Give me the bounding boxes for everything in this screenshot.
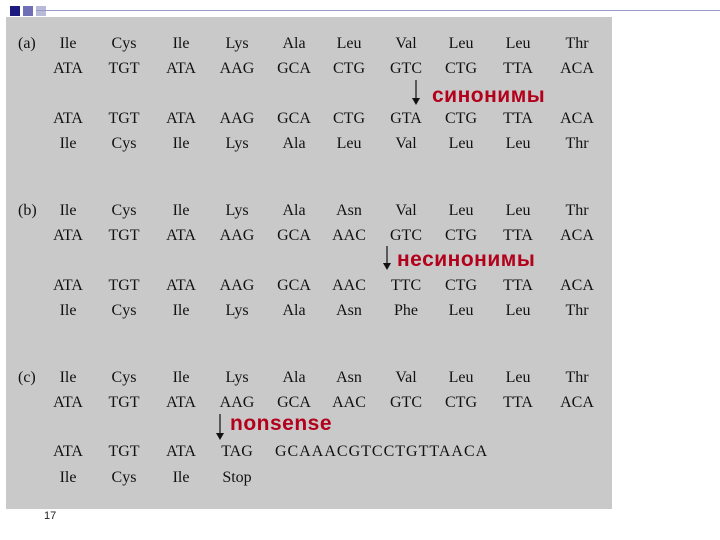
amino-acid: Ile	[59, 369, 77, 386]
codon: ACA	[560, 227, 594, 244]
amino-acid: Leu	[448, 35, 474, 52]
codon: GCA	[277, 277, 311, 294]
amino-acid: Ala	[282, 302, 306, 319]
codon: TTA	[503, 110, 533, 127]
amino-acid: Ile	[59, 135, 77, 152]
codon: TAG	[221, 443, 253, 460]
amino-acid: Ala	[282, 35, 306, 52]
amino-acid: Ala	[282, 202, 306, 219]
codon: ATA	[53, 443, 83, 460]
amino-acid: Ile	[172, 135, 190, 152]
codon: AAC	[332, 227, 366, 244]
amino-acid: Lys	[225, 369, 249, 386]
codon: TGT	[108, 110, 140, 127]
codon: CTG	[445, 60, 477, 77]
note-synonymous: синонимы	[432, 84, 546, 107]
codon: ACA	[560, 110, 594, 127]
codon-tail: GCAAACGTCCTGTTAACA	[275, 443, 489, 460]
codon: TGT	[108, 60, 140, 77]
amino-acid: Leu	[505, 202, 531, 219]
panel-label: (c)	[18, 369, 36, 386]
panel-label: (b)	[18, 202, 37, 219]
amino-acid: Asn	[336, 302, 362, 319]
amino-acid: Thr	[565, 302, 589, 319]
codon: TGT	[108, 443, 140, 460]
amino-acid: Ile	[59, 302, 77, 319]
codon: ATA	[166, 227, 196, 244]
codon: TTA	[503, 394, 533, 411]
amino-acid: Ile	[172, 35, 190, 52]
amino-acid: Val	[395, 35, 417, 52]
codon: ATA	[53, 277, 83, 294]
codon: TTA	[503, 227, 533, 244]
amino-acid: Thr	[565, 369, 589, 386]
amino-acid: Ile	[172, 469, 190, 486]
codon: ATA	[53, 60, 83, 77]
amino-acid: Cys	[111, 369, 137, 386]
amino-acid: Leu	[448, 202, 474, 219]
codon: GCA	[277, 60, 311, 77]
codon: ATA	[166, 60, 196, 77]
amino-acid: Cys	[111, 202, 137, 219]
amino-acid: Ile	[172, 302, 190, 319]
codon: AAG	[219, 227, 255, 244]
codon: TGT	[108, 277, 140, 294]
codon: ATA	[166, 110, 196, 127]
codon: CTG	[445, 277, 477, 294]
codon: AAC	[332, 394, 366, 411]
codon: AAC	[332, 277, 366, 294]
amino-acid: Val	[395, 202, 417, 219]
amino-acid: Cys	[111, 302, 137, 319]
codon: CTG	[445, 110, 477, 127]
codon: GCA	[277, 227, 311, 244]
amino-acid: Leu	[448, 302, 474, 319]
amino-acid: Leu	[505, 369, 531, 386]
amino-acid: Ile	[172, 369, 190, 386]
codon: CTG	[445, 227, 477, 244]
codon: ACA	[560, 394, 594, 411]
amino-acid: Phe	[394, 302, 418, 319]
amino-acid: Cys	[111, 469, 137, 486]
amino-acid: Lys	[225, 35, 249, 52]
codon: ATA	[166, 394, 196, 411]
amino-acid: Leu	[336, 135, 362, 152]
header-rule	[36, 10, 720, 11]
amino-acid: Cys	[111, 35, 137, 52]
amino-acid: Thr	[565, 135, 589, 152]
amino-acid: Thr	[565, 35, 589, 52]
corner-square-mid	[23, 6, 33, 16]
amino-acid: Ala	[282, 369, 306, 386]
corner-square-dark	[10, 6, 20, 16]
amino-acid: Leu	[505, 135, 531, 152]
codon: TGT	[108, 394, 140, 411]
codon: CTG	[445, 394, 477, 411]
codon: ACA	[560, 60, 594, 77]
amino-acid: Thr	[565, 202, 589, 219]
codon: ATA	[53, 227, 83, 244]
codon: GTC	[390, 394, 422, 411]
codon: ATA	[166, 443, 196, 460]
note-nonsynonymous: несинонимы	[397, 248, 536, 271]
amino-acid: Ile	[172, 202, 190, 219]
codon: ATA	[53, 110, 83, 127]
amino-acid: Leu	[336, 35, 362, 52]
amino-acid: Asn	[336, 369, 362, 386]
codon: ACA	[560, 277, 594, 294]
codon: GTC	[390, 60, 422, 77]
amino-acid: Ile	[59, 202, 77, 219]
page-number: 17	[44, 510, 57, 522]
codon: TTA	[503, 60, 533, 77]
codon: TGT	[108, 227, 140, 244]
amino-acid: Ile	[59, 35, 77, 52]
codon: AAG	[219, 277, 255, 294]
amino-acid: Leu	[448, 135, 474, 152]
codon: AAG	[219, 110, 255, 127]
amino-acid: Ala	[282, 135, 306, 152]
amino-acid: Lys	[225, 302, 249, 319]
amino-acid: Leu	[505, 35, 531, 52]
codon: GTC	[390, 227, 422, 244]
amino-acid: Leu	[448, 369, 474, 386]
codon: AAG	[219, 394, 255, 411]
amino-acid: Cys	[111, 135, 137, 152]
note-nonsense: nonsense	[230, 412, 333, 435]
corner-square-light	[36, 6, 46, 16]
amino-acid: Asn	[336, 202, 362, 219]
codon: CTG	[333, 60, 365, 77]
amino-acid: Leu	[505, 302, 531, 319]
amino-acid: Lys	[225, 135, 249, 152]
codon: TTA	[503, 277, 533, 294]
codon: GCA	[277, 110, 311, 127]
codon: GTA	[390, 110, 422, 127]
codon: AAG	[219, 60, 255, 77]
amino-acid: Ile	[59, 469, 77, 486]
panel-label: (a)	[18, 35, 36, 52]
down-arrow-icon	[411, 80, 420, 105]
codon: GCA	[277, 394, 311, 411]
amino-acid: Stop	[222, 469, 252, 486]
codon: ATA	[166, 277, 196, 294]
codon: ATA	[53, 394, 83, 411]
codon: CTG	[333, 110, 365, 127]
down-arrow-icon	[382, 246, 391, 270]
codon: TTC	[390, 277, 422, 294]
amino-acid: Val	[395, 135, 417, 152]
down-arrow-icon	[215, 414, 224, 440]
amino-acid: Val	[395, 369, 417, 386]
amino-acid: Lys	[225, 202, 249, 219]
